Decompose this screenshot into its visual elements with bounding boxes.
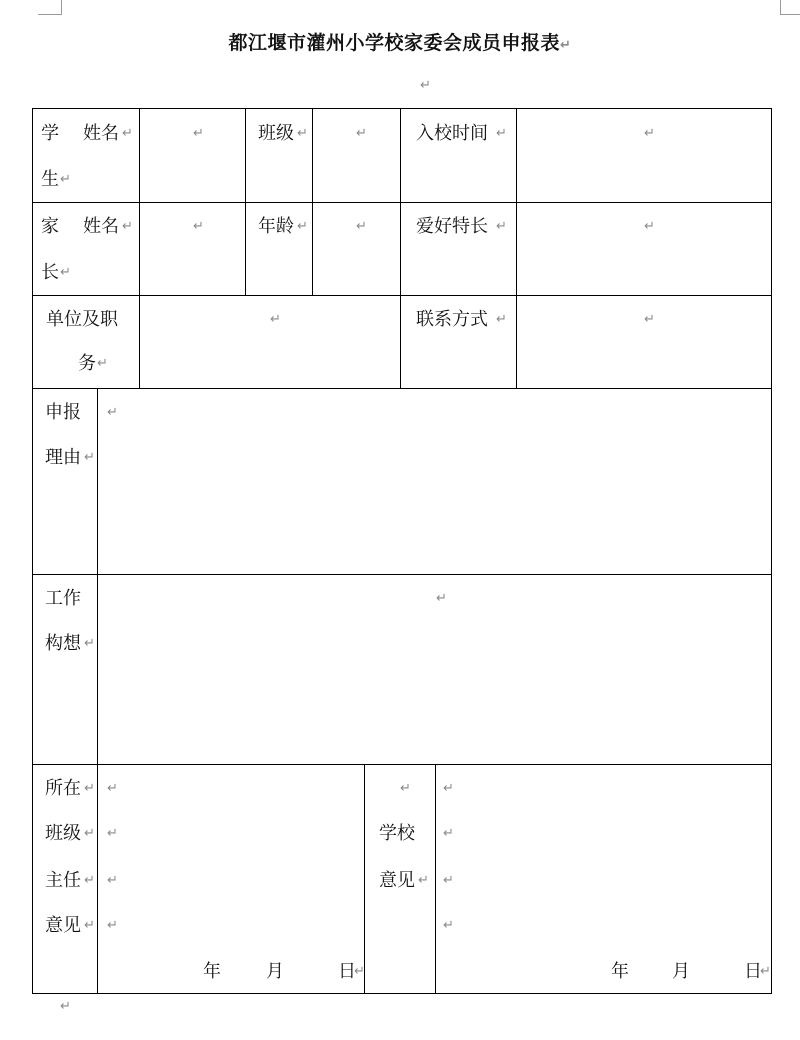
- parent-hobby-field[interactable]: ↵: [644, 219, 655, 234]
- school-opinion-line2: 意见: [379, 870, 415, 891]
- student-name-label: 姓名: [83, 123, 119, 144]
- crop-mark-top-left-v: [61, 0, 62, 15]
- reason-field[interactable]: ↵: [107, 405, 118, 420]
- return-mark-icon: ↵: [496, 126, 507, 141]
- teacher-opinion-line4: 意见: [45, 915, 81, 936]
- row-divider: [32, 764, 772, 765]
- student-name-field[interactable]: ↵: [193, 126, 204, 141]
- return-mark-icon: ↵: [84, 873, 95, 888]
- student-label-bottom: 生: [41, 169, 59, 190]
- return-mark-icon: ↵: [297, 219, 308, 234]
- teacher-opinion-field-line2[interactable]: ↵: [107, 826, 118, 841]
- crop-mark-top-right-v: [780, 0, 781, 15]
- row-divider: [32, 388, 772, 389]
- teacher-opinion-field-line1[interactable]: ↵: [107, 781, 118, 796]
- teacher-date-month: 月: [266, 961, 284, 982]
- return-mark-icon: ↵: [420, 78, 431, 93]
- crop-mark-top-left-h: [38, 14, 62, 15]
- row-divider: [32, 574, 772, 575]
- return-mark-icon: ↵: [84, 636, 95, 651]
- row-divider: [32, 202, 772, 203]
- col-divider: [516, 108, 517, 389]
- plan-field[interactable]: ↵: [436, 591, 447, 606]
- school-opinion-line1: 学校: [379, 823, 415, 844]
- return-mark-icon: ↵: [496, 219, 507, 234]
- teacher-date-day: 日: [338, 961, 356, 982]
- contact-field[interactable]: ↵: [644, 312, 655, 327]
- school-opinion-field-line1[interactable]: ↵: [443, 781, 454, 796]
- unit-label-line2: 务: [78, 353, 96, 374]
- unit-field[interactable]: ↵: [270, 312, 281, 327]
- return-mark-icon: ↵: [354, 964, 365, 979]
- teacher-date-year: 年: [203, 961, 221, 982]
- table-border-right: [771, 108, 772, 994]
- student-entry-label: 入校时间: [416, 123, 488, 144]
- plan-label-line1: 工作: [45, 588, 81, 609]
- school-opinion-field-line3[interactable]: ↵: [443, 873, 454, 888]
- return-mark-icon: ↵: [84, 918, 95, 933]
- return-mark-icon: ↵: [60, 265, 71, 280]
- return-mark-icon: ↵: [84, 450, 95, 465]
- return-mark-icon: ↵: [84, 826, 95, 841]
- teacher-opinion-line2: 班级: [45, 823, 81, 844]
- return-mark-icon: ↵: [60, 999, 71, 1014]
- parent-label-bottom: 长: [41, 262, 59, 283]
- parent-name-field[interactable]: ↵: [193, 219, 204, 234]
- col-divider: [97, 388, 98, 994]
- col-divider: [400, 108, 401, 389]
- student-class-label: 班级: [258, 123, 294, 144]
- plan-label-line2: 构想: [45, 633, 81, 654]
- school-date-month: 月: [672, 961, 690, 982]
- return-mark-icon: ↵: [97, 356, 108, 371]
- parent-name-label: 姓名: [83, 216, 119, 237]
- table-border-bottom: [32, 993, 772, 994]
- return-mark-icon: ↵: [122, 126, 133, 141]
- table-border-top: [32, 108, 772, 109]
- return-mark-icon: ↵: [297, 126, 308, 141]
- return-mark-icon: ↵: [760, 964, 771, 979]
- school-opinion-field-line2[interactable]: ↵: [443, 826, 454, 841]
- teacher-opinion-field-line4[interactable]: ↵: [107, 918, 118, 933]
- return-mark-icon: ↵: [496, 312, 507, 327]
- teacher-opinion-line1: 所在: [45, 778, 81, 799]
- title-text: 都江堰市灌州小学校家委会成员申报表: [228, 32, 561, 54]
- crop-mark-top-right-h: [780, 14, 800, 15]
- col-divider: [312, 108, 313, 296]
- return-mark-icon: ↵: [84, 781, 95, 796]
- row-divider: [32, 295, 772, 296]
- parent-age-field[interactable]: ↵: [356, 219, 367, 234]
- student-label-top: 学: [41, 123, 59, 144]
- parent-label-top: 家: [41, 216, 59, 237]
- contact-label: 联系方式: [416, 309, 488, 330]
- col-divider: [139, 108, 140, 389]
- reason-label-line2: 理由: [45, 447, 81, 468]
- student-entry-field[interactable]: ↵: [644, 126, 655, 141]
- return-mark-icon: ↵: [418, 873, 429, 888]
- school-date-year: 年: [611, 961, 629, 982]
- school-opinion-field-line4[interactable]: ↵: [443, 918, 454, 933]
- return-mark-icon: ↵: [122, 219, 133, 234]
- reason-label-line1: 申报: [45, 402, 81, 423]
- return-mark-icon: ↵: [560, 38, 572, 53]
- document-title: [0, 28, 800, 55]
- parent-age-label: 年龄: [258, 216, 294, 237]
- col-divider: [245, 108, 246, 296]
- return-mark-icon: ↵: [60, 172, 71, 187]
- student-class-field[interactable]: ↵: [356, 126, 367, 141]
- col-divider: [435, 764, 436, 994]
- unit-label-line1: 单位及职: [46, 309, 118, 330]
- parent-hobby-label: 爱好特长: [416, 216, 488, 237]
- col-divider: [364, 764, 365, 994]
- teacher-opinion-line3: 主任: [45, 870, 81, 891]
- teacher-opinion-field-line3[interactable]: ↵: [107, 873, 118, 888]
- table-border-left: [32, 108, 33, 994]
- school-date-day: 日: [744, 961, 762, 982]
- return-mark-icon: ↵: [400, 781, 411, 796]
